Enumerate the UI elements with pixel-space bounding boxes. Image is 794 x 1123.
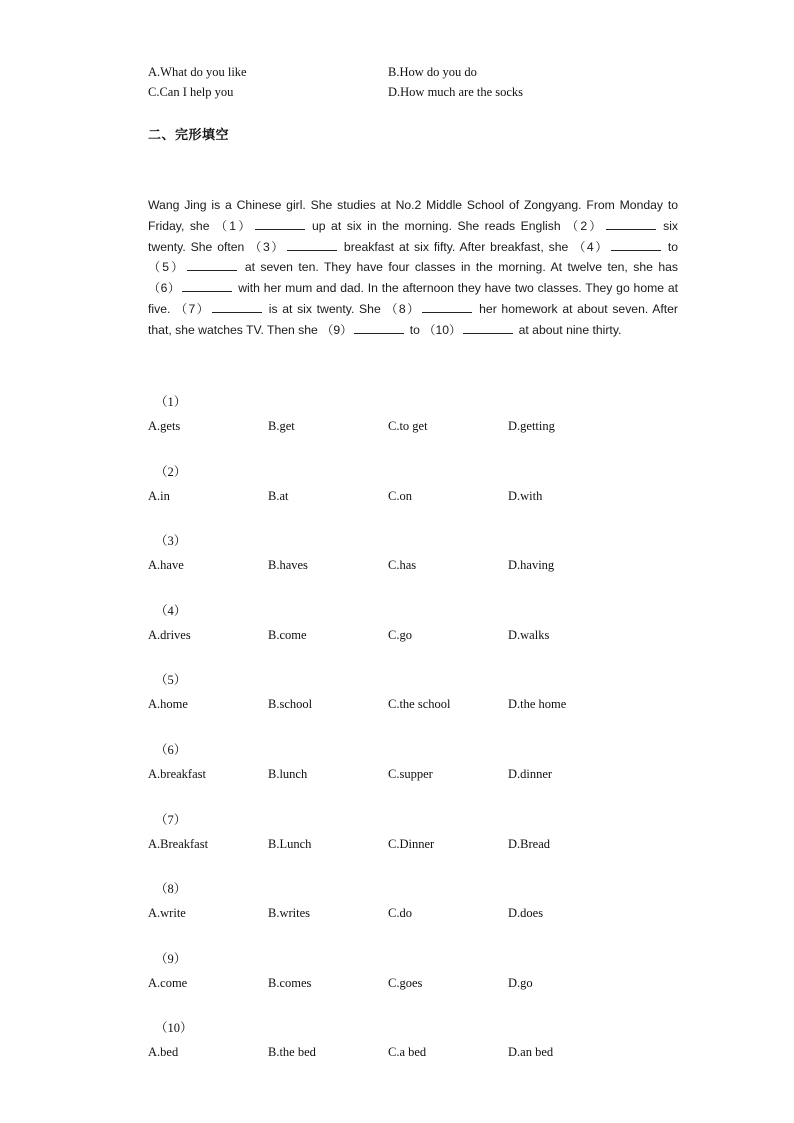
question-number: （9） bbox=[155, 951, 187, 966]
answer-option: B.comes bbox=[268, 975, 312, 990]
answer-option: A.Breakfast bbox=[148, 836, 209, 851]
answer-option: A.bed bbox=[148, 1045, 179, 1060]
answer-option: D.an bed bbox=[508, 1045, 554, 1060]
question-item bbox=[148, 740, 648, 810]
question-options bbox=[148, 764, 628, 784]
question-number: （5） bbox=[155, 673, 187, 688]
question-item bbox=[148, 392, 648, 462]
blank-line bbox=[611, 238, 661, 251]
blank-marker bbox=[215, 219, 307, 233]
answer-option: C.on bbox=[388, 488, 412, 503]
previous-option: D.How much are the socks bbox=[388, 85, 524, 100]
question-number: （8） bbox=[155, 882, 187, 897]
question-number: （10） bbox=[155, 1021, 193, 1036]
answer-option: D.getting bbox=[508, 419, 555, 433]
answer-option: A.come bbox=[148, 975, 188, 990]
previous-question-options bbox=[148, 62, 708, 103]
passage-text: breakfast at six fifty. After breakfast, she bbox=[339, 239, 574, 254]
question-options bbox=[148, 555, 628, 575]
answer-option: A.breakfast bbox=[148, 766, 206, 781]
blank-marker bbox=[573, 240, 663, 254]
blank-line bbox=[422, 300, 472, 313]
answer-option: C.a bed bbox=[388, 1045, 427, 1060]
cloze-passage bbox=[148, 195, 678, 341]
blank-marker bbox=[566, 219, 658, 233]
answer-option: C.go bbox=[388, 627, 412, 642]
answer-option: B.the bed bbox=[268, 1045, 316, 1060]
answer-option: A.in bbox=[148, 488, 170, 503]
answer-option: C.supper bbox=[388, 766, 433, 781]
blank-number: （2） bbox=[566, 218, 604, 233]
passage-text: to bbox=[406, 322, 424, 337]
question-item bbox=[148, 949, 648, 1019]
question-number: （1） bbox=[155, 395, 187, 409]
blank-number: （8） bbox=[385, 301, 421, 316]
blank-marker bbox=[423, 323, 515, 337]
answer-option: C.the school bbox=[388, 697, 451, 712]
answer-option: B.haves bbox=[268, 558, 308, 573]
question-options bbox=[148, 625, 628, 645]
answer-option: D.Bread bbox=[508, 836, 550, 851]
blank-number: （1） bbox=[215, 218, 253, 233]
question-number: （4） bbox=[155, 603, 187, 618]
question-item bbox=[148, 670, 648, 740]
question-item bbox=[148, 531, 648, 601]
answer-option: B.Lunch bbox=[268, 836, 312, 851]
answer-option: C.Dinner bbox=[388, 836, 435, 851]
answer-option: D.the home bbox=[508, 697, 567, 712]
question-item bbox=[148, 601, 648, 671]
answer-option: A.drives bbox=[148, 627, 191, 642]
blank-number: （7） bbox=[175, 301, 211, 316]
answer-option: D.go bbox=[508, 975, 533, 990]
blank-marker bbox=[249, 240, 339, 254]
question-item bbox=[148, 810, 648, 880]
passage-text: with her mum and dad. In the afternoon they have two classes. They go home at five. bbox=[148, 281, 678, 316]
answer-option: D.with bbox=[508, 488, 543, 503]
question-number: （7） bbox=[155, 812, 187, 827]
previous-option-row bbox=[148, 62, 708, 83]
answer-option: B.come bbox=[268, 627, 307, 642]
question-options bbox=[148, 973, 628, 993]
question-options bbox=[148, 1042, 628, 1062]
blank-number: （6） bbox=[148, 281, 181, 296]
passage-text: is at six twenty. She bbox=[264, 301, 386, 316]
question-options bbox=[148, 834, 628, 854]
passage-text: Wang Jing is a Chinese girl. She studies at No.2 Middle School of Zongyang. From Monday to Friday, she bbox=[148, 198, 678, 233]
passage-text: at about nine thirty. bbox=[515, 322, 622, 337]
previous-option-row bbox=[148, 83, 708, 104]
question-number: （3） bbox=[155, 534, 187, 549]
question-options bbox=[148, 903, 628, 923]
blank-marker bbox=[385, 302, 474, 316]
blank-line bbox=[187, 258, 237, 271]
previous-option: B.How do you do bbox=[388, 64, 477, 79]
answer-option: A.write bbox=[148, 906, 186, 921]
passage-text: six twenty. She often bbox=[148, 218, 679, 254]
question-list bbox=[148, 392, 648, 1088]
answer-option: A.home bbox=[148, 697, 188, 712]
question-number: （6） bbox=[155, 742, 187, 757]
answer-option: C.do bbox=[388, 906, 412, 921]
answer-option: C.to get bbox=[388, 419, 428, 433]
answer-option: D.having bbox=[508, 558, 555, 573]
answer-option: C.has bbox=[388, 558, 417, 573]
answer-option: D.walks bbox=[508, 627, 550, 642]
answer-option: D.does bbox=[508, 906, 544, 921]
answer-option: B.at bbox=[268, 488, 289, 503]
blank-marker bbox=[321, 323, 406, 337]
answer-option: B.lunch bbox=[268, 766, 308, 781]
answer-option: B.get bbox=[268, 419, 295, 433]
blank-marker bbox=[175, 302, 264, 316]
question-number: （2） bbox=[155, 464, 187, 479]
blank-line bbox=[606, 217, 656, 230]
answer-option: A.gets bbox=[148, 419, 181, 433]
passage-text: up at six in the morning. She reads English bbox=[306, 218, 567, 233]
question-options bbox=[148, 486, 628, 506]
question-options bbox=[148, 416, 628, 436]
blank-line bbox=[182, 279, 232, 292]
blank-line bbox=[354, 321, 404, 334]
blank-number: （5） bbox=[148, 260, 186, 275]
answer-option: B.school bbox=[268, 697, 313, 712]
blank-number: （4） bbox=[573, 239, 609, 254]
question-item bbox=[148, 1018, 648, 1088]
blank-line bbox=[287, 238, 337, 251]
blank-line bbox=[212, 300, 262, 313]
blank-number: （9） bbox=[321, 322, 353, 337]
section-title: 二、完形填空 bbox=[148, 128, 230, 143]
blank-line bbox=[255, 217, 305, 230]
blank-line bbox=[463, 321, 513, 334]
answer-option: B.writes bbox=[268, 906, 311, 921]
blank-marker bbox=[148, 281, 234, 295]
blank-marker bbox=[148, 260, 239, 274]
previous-option: A.What do you like bbox=[148, 64, 247, 79]
passage-text: at seven ten. They have four classes in the morning. At twelve ten, she has bbox=[239, 260, 678, 275]
answer-option: A.have bbox=[148, 558, 184, 573]
blank-number: （3） bbox=[249, 239, 285, 254]
previous-option: C.Can I help you bbox=[148, 85, 234, 100]
answer-option: D.dinner bbox=[508, 766, 553, 781]
passage-text: to bbox=[662, 239, 679, 254]
question-options bbox=[148, 694, 628, 714]
question-item bbox=[148, 462, 648, 532]
question-item bbox=[148, 879, 648, 949]
passage-text: her homework at about seven. After that, she watches TV. Then she bbox=[148, 301, 678, 337]
answer-option: C.goes bbox=[388, 975, 423, 990]
blank-number: （10） bbox=[423, 322, 462, 337]
